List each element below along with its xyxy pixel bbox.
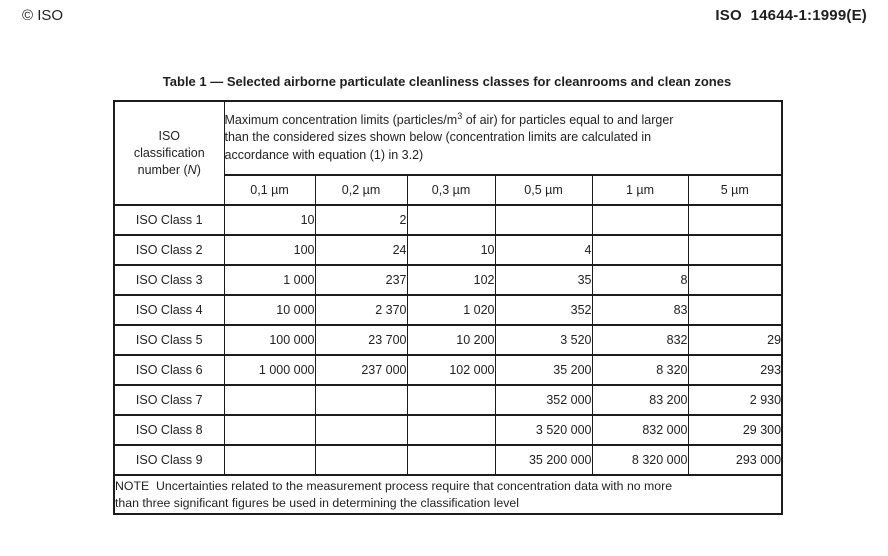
limit-value-cell (224, 415, 315, 445)
limit-value-cell (407, 205, 495, 235)
limit-value-cell: 2 370 (315, 295, 407, 325)
limit-value-cell: 100 (224, 235, 315, 265)
limit-value-cell (407, 385, 495, 415)
limit-value-cell: 237 (315, 265, 407, 295)
limit-value-cell (688, 295, 782, 325)
col-header-particle-size-5: 5 µm (688, 175, 782, 205)
row-label: ISO Class 1 (114, 205, 224, 235)
table-note-row (114, 475, 782, 514)
col-header-particle-size-0-2: 0,2 µm (315, 175, 407, 205)
limit-value-cell: 2 (315, 205, 407, 235)
limit-value-cell: 832 (592, 325, 688, 355)
limit-value-cell: 8 (592, 265, 688, 295)
table-row-iso-class-8 (114, 415, 782, 445)
limit-value-cell: 3 520 000 (495, 415, 592, 445)
limit-value-cell: 102 000 (407, 355, 495, 385)
table-row-iso-class-2 (114, 235, 782, 265)
limit-value-cell (688, 205, 782, 235)
limit-value-cell: 352 000 (495, 385, 592, 415)
limit-value-cell: 10 200 (407, 325, 495, 355)
limit-value-cell: 102 (407, 265, 495, 295)
limit-value-cell: 4 (495, 235, 592, 265)
limit-value-cell: 23 700 (315, 325, 407, 355)
limit-value-cell: 24 (315, 235, 407, 265)
standard-reference: ISO 14644-1:1999(E) (715, 7, 867, 24)
limit-value-cell: 1 020 (407, 295, 495, 325)
row-label: ISO Class 5 (114, 325, 224, 355)
description-line-3: accordance with equation (1) in 3.2) (224, 147, 424, 162)
limit-value-cell (407, 445, 495, 475)
cleanliness-classes-table (113, 100, 783, 515)
limit-value-cell: 352 (495, 295, 592, 325)
limit-value-cell: 35 (495, 265, 592, 295)
limit-value-cell: 1 000 (224, 265, 315, 295)
row-label: ISO Class 3 (114, 265, 224, 295)
limit-value-cell (224, 445, 315, 475)
col-header-particle-size-0-5: 0,5 µm (495, 175, 592, 205)
col-header-particle-size-0-3: 0,3 µm (407, 175, 495, 205)
limit-value-cell: 83 (592, 295, 688, 325)
limit-value-cell (688, 235, 782, 265)
limit-value-cell: 2 930 (688, 385, 782, 415)
corner-line-1: ISO (158, 128, 181, 143)
table-note (114, 475, 782, 514)
limit-value-cell: 8 320 (592, 355, 688, 385)
col-header-particle-size-1: 1 µm (592, 175, 688, 205)
row-label: ISO Class 4 (114, 295, 224, 325)
table-row-iso-class-5 (114, 325, 782, 355)
limit-value-cell (224, 385, 315, 415)
note-line-1: NOTE Uncertainties related to the measurement process require that concentration data with no more (115, 478, 673, 493)
limit-value-cell: 35 200 000 (495, 445, 592, 475)
col-header-concentration-limits (224, 101, 782, 175)
table-row-iso-class-1 (114, 205, 782, 235)
table-row-iso-class-9 (114, 445, 782, 475)
limit-value-cell: 10 (224, 205, 315, 235)
row-label: ISO Class 7 (114, 385, 224, 415)
table-row-iso-class-3 (114, 265, 782, 295)
limit-value-cell: 832 000 (592, 415, 688, 445)
limit-value-cell: 237 000 (315, 355, 407, 385)
limit-value-cell: 8 320 000 (592, 445, 688, 475)
table-row-iso-class-4 (114, 295, 782, 325)
note-line-2: than three significant figures be used in determining the classification level (115, 495, 519, 510)
limit-value-cell (592, 235, 688, 265)
description-line-2: than the considered sizes shown below (concentration limits are calculated in (224, 130, 652, 145)
limit-value-cell (495, 205, 592, 235)
table-header-row (114, 101, 782, 175)
table-row-iso-class-6 (114, 355, 782, 385)
limit-value-cell (315, 415, 407, 445)
row-label: ISO Class 8 (114, 415, 224, 445)
superscript-3: 3 (457, 110, 463, 121)
limit-value-cell: 293 (688, 355, 782, 385)
row-label: ISO Class 9 (114, 445, 224, 475)
limit-value-cell: 83 200 (592, 385, 688, 415)
col-header-particle-size-0-1: 0,1 µm (224, 175, 315, 205)
corner-line-3: number (N) (137, 162, 201, 177)
corner-line-2: classification (133, 145, 205, 160)
limit-value-cell: 29 (688, 325, 782, 355)
limit-value-cell (315, 385, 407, 415)
col-header-iso-classification-number (114, 101, 224, 205)
row-label: ISO Class 2 (114, 235, 224, 265)
italic-n: N (187, 162, 197, 177)
limit-value-cell (407, 415, 495, 445)
limit-value-cell: 293 000 (688, 445, 782, 475)
table-caption: Table 1 — Selected airborne particulate cleanliness classes for cleanrooms and clean zones (162, 74, 732, 89)
description-line-1: Maximum concentration limits ($particles/m^3$ of air) for particles equal to and larger (224, 110, 674, 127)
limit-value-cell: 29 300 (688, 415, 782, 445)
limit-value-cell: 1 000 000 (224, 355, 315, 385)
copyright-notice: © ISO (22, 7, 64, 24)
row-label: ISO Class 6 (114, 355, 224, 385)
limit-value-cell (688, 265, 782, 295)
limit-value-cell: 10 (407, 235, 495, 265)
limit-value-cell (592, 205, 688, 235)
limit-value-cell: 10 000 (224, 295, 315, 325)
limit-value-cell: 3 520 (495, 325, 592, 355)
limit-value-cell (315, 445, 407, 475)
limit-value-cell: 100 000 (224, 325, 315, 355)
table-row-iso-class-7 (114, 385, 782, 415)
limit-value-cell: 35 200 (495, 355, 592, 385)
